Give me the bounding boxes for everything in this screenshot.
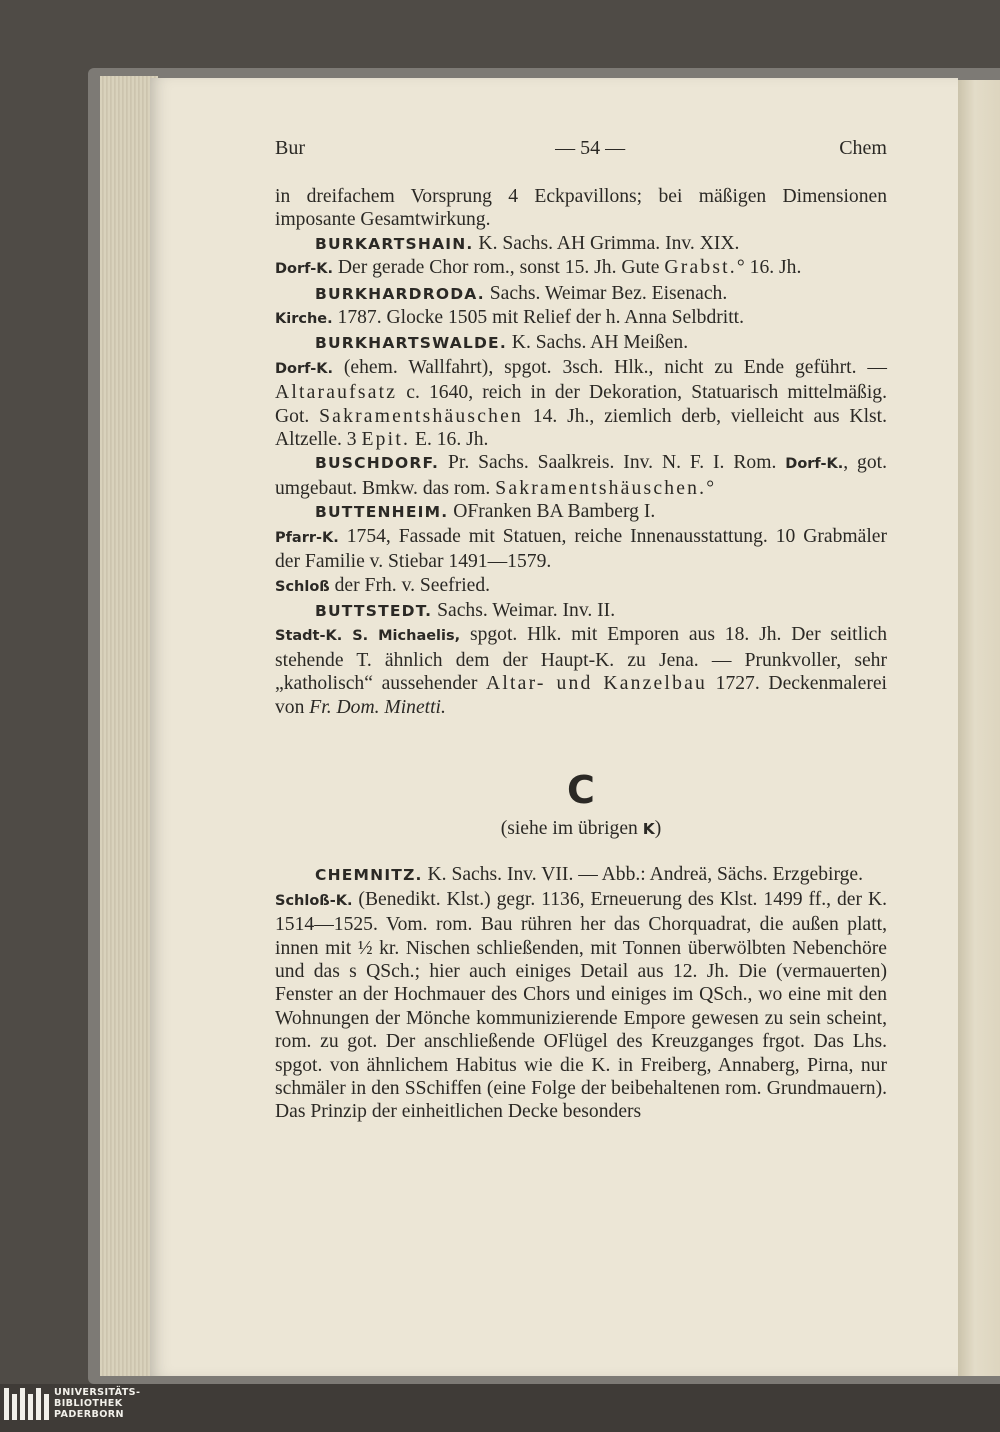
page-text bbox=[275, 133, 887, 1124]
header-left: Bur bbox=[275, 137, 305, 159]
subheading: Pfarr-K. bbox=[275, 529, 339, 546]
library-logo-text: UNIVERSITÄTS- BIBLIOTHEK PADERBORN bbox=[54, 1387, 141, 1420]
subheading: Kirche. bbox=[275, 311, 333, 328]
entry-burkhartswalde: BURKHARTSWALDE. K. Sachs. AH Meißen. Dorf-K. (ehem. Wallfahrt), spgot. 3sch. Hlk., nicht zu Ende geführt. — Altaraufsatz c. 1640, reich in der Dekoration, Statuarisch mittelmäßig. Got. Sakramentshäuschen 14. Jh., ziemlich derb, vielleicht aus Klst. Altzelle. 3 Epit. E. 16. Jh. bbox=[275, 332, 887, 451]
library-logo-icon bbox=[4, 1388, 49, 1420]
section-note: (siehe im übrigen K) bbox=[500, 817, 662, 839]
headword: CHEMNITZ. bbox=[315, 866, 423, 885]
subheading: Schloß-K. bbox=[275, 892, 353, 909]
header-right: Chem bbox=[839, 137, 887, 159]
headword: BURKHARDRODA. bbox=[315, 284, 485, 303]
headword: BURKARTSHAIN. bbox=[315, 234, 474, 253]
entry-burkartshain: BURKARTSHAIN. K. Sachs. AH Grimma. Inv. XIX. Dorf-K. Der gerade Chor rom., sonst 15. Jh. Gute Grabst.° 16. Jh. bbox=[275, 232, 802, 279]
entry-burkhardroda: BURKHARDRODA. Sachs. Weimar Bez. Eisenach. Kirche. 1787. Glocke 1505 mit Relief der h. Anna Selbdritt. bbox=[275, 282, 745, 329]
subheading: Dorf-K. bbox=[275, 261, 333, 278]
page-number: — 54 — bbox=[555, 137, 626, 159]
subheading: Stadt-K. S. Michaelis, bbox=[275, 628, 461, 645]
subheading: Schloß bbox=[275, 578, 330, 595]
paragraph-continued: in dreifachem Vorsprung 4 Eckpavillons; bei mäßigen Dimensionen imposante Gesamtwirkung. bbox=[275, 186, 887, 231]
facing-page-edge bbox=[958, 80, 1000, 1376]
entry-chemnitz: CHEMNITZ. K. Sachs. Inv. VII. — Abb.: Andreä, Sächs. Erzgebirge. Schloß-K. (Benedikt. Klst.) gegr. 1136, Erneuerung des Klst. 1499 ff., der K. 1514—1525. Vom. rom. Bau rühren her das Chorquadrat, die außen platt, innen mit ½ kr. Nischen schließenden, mit Tonnen überwölbten Nebenchöre und das s QSch.; hier auch einiges Detail aus 12. Jh. Die (vermauerten) Fenster an der Hochmauer des Chors und einiges im QSch., wo eine mit den Wohnungen der Mönche kommunizierende Empore gewesen zu sein scheint, rom. zu got. Der anschließende OFlügel des Kreuzganges frgot. Das Lhs. spgot. von ähnlichem Habitus wie die K. in Freiberg, Annaberg, Pirna, nur schmäler in den SSchiffen (eine Folge der beibehaltenen rom. Grundmauern). Das Prinzip der einheitlichen Decke besonders bbox=[275, 864, 887, 1123]
section-letter: C bbox=[567, 767, 595, 812]
headword: BUTTENHEIM. bbox=[315, 503, 449, 522]
letter-section-heading bbox=[275, 769, 887, 841]
entry-buttenheim: BUTTENHEIM. OFranken BA Bamberg I. Pfarr-K. 1754, Fassade mit Statuen, reiche Innenausstattung. 10 Grabmäler der Familie v. Stiebar 1491—1579. Schloß der Frh. v. Seefried. bbox=[275, 501, 887, 596]
entry-buschdorf: BUSCHDORF. Pr. Sachs. Saalkreis. Inv. N. F. I. Rom. Dorf-K., got. umgebaut. Bmkw. das rom. Sakramentshäuschen.° bbox=[275, 452, 887, 499]
subheading: Dorf-K. bbox=[785, 456, 844, 473]
headword: BUSCHDORF. bbox=[315, 454, 440, 473]
entry-buttstedt: BUTTSTEDT. Sachs. Weimar. Inv. II. Stadt-K. S. Michaelis, spgot. Hlk. mit Emporen aus 18. Jh. Der seitlich stehende T. ähnlich dem der Haupt-K. zu Jena. — Prunkvoller, sehr „katholisch“ aussehender Altar- und Kanzelbau 1727. Deckenmalerei von Fr. Dom. Minetti. bbox=[275, 599, 888, 718]
subheading: Dorf-K. bbox=[275, 360, 333, 377]
library-footer-bar bbox=[0, 1384, 1000, 1432]
headword: BURKHARTSWALDE. bbox=[315, 334, 507, 353]
running-header bbox=[275, 133, 887, 163]
headword: BUTTSTEDT. bbox=[315, 601, 433, 620]
